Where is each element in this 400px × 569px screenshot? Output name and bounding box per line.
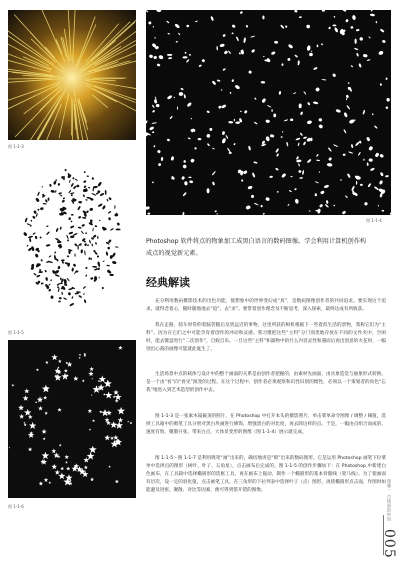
body-paragraph-4: 图 1-1-3 是一张素木镜截顶的照片，在 Photoshop 中打开本头的摄影照片，单击菜单命令图像 / 调整 / 阈值，选择工具箱中的吸笔工具分别对黑白块画进行修饰，增强黑白的对比度，再去除这样的点。于是，一幅由点组合而成的、速度有致、聚散开张，带来白点，大体显变形的图像（图 1-1-4）展示就完成。 [146,414,386,435]
page-number: 005 [381,529,397,559]
figure-1-1-4-caption: 图 1-1-4 [366,218,382,223]
body-paragraph-5: 图 1-1-5～图 1-1-7 是利用吸笔“画”出来的，确切地讲是“喷”出来的数码图形。它是运用 Photoshop 画笔下拉菜单中选择点的图形（树叶、叶子、五角星），点击画布后完成的。图 1-1-5 的创作步骤如下：在 Photoshop 中新建白色画布，在工具箱中选择椭圆形的选框工具，再在画布上拖动，制作一个椭圆形的基本骨骼线（架马线）。为了使画面有层次，设一定的羽化值，点击画笔工具，在三角形的下拉列表中选择叶子（点）图形，再绕椭圆形点击面，作图时如能避及进密、聚散、对比等因素，便可得到错开错的图像。 [146,456,386,493]
body-paragraph-3: 生活场景中点的载体与设计中的整个画面的关系是由创作者把握的，由素材先画面，由具象造觉与抽象形式转换，是一个由“看”向“看见”演变的过程。在这个过程中，创作者必须观察和识性识别的惯性，必须以一个策划者的角色“忘我”地进入到艺术造型的创作中去。 [146,372,386,393]
figure-1-1-6-image [8,340,136,498]
figure-1-1-5-image [18,162,126,312]
body-paragraph-1: 充分利用数码摄影技术的出色功能，使想象中的世界变幻成“真”，是数码图像创作者的共同追求。要实现这个追求，就得念着心，随时随地地去“追”、去“求”。要带着创作理念及不断思考，深入探索，最终达成有所收获。 [146,299,386,312]
figure-1-1-4-image [146,10,391,215]
body-paragraph-2: 我在走路、骑车时常仰着脑袋随后及到远近的事物，这里所获的相机根据下一些着似生活的景物，我称它们为“主料”。因为在它们之中可能孕育着创作的冲动和灵感。我习惯把这些“主料”分门别类地存放在不同的文件夹中，空闲时，能去键盘进行“二次创作”，自娱自乐。一旦这些“主料”和器物中的什么内容灵性和遇而后再出创意的火花时，一幅别出心裁的画像可能就此诞生了。 [146,323,386,352]
running-head: 课题一 点线面的妙用 [387,478,392,521]
figure-1-1-3-image [8,10,136,140]
section-title: 经典解读 [146,276,190,289]
figure-1-1-5-caption: 图 1-1-5 [8,330,24,335]
figure-1-1-3-caption: 图 1-1-3 [8,144,24,149]
intro-line-1: Photoshop 软件将点的物象加工成黑白语言的数码图像。学会利用计算机创作构 [146,238,367,245]
figure-1-1-6-caption: 图 1-1-6 [8,504,24,509]
intro-line-2: 成点的视觉新元素。 [146,250,202,257]
